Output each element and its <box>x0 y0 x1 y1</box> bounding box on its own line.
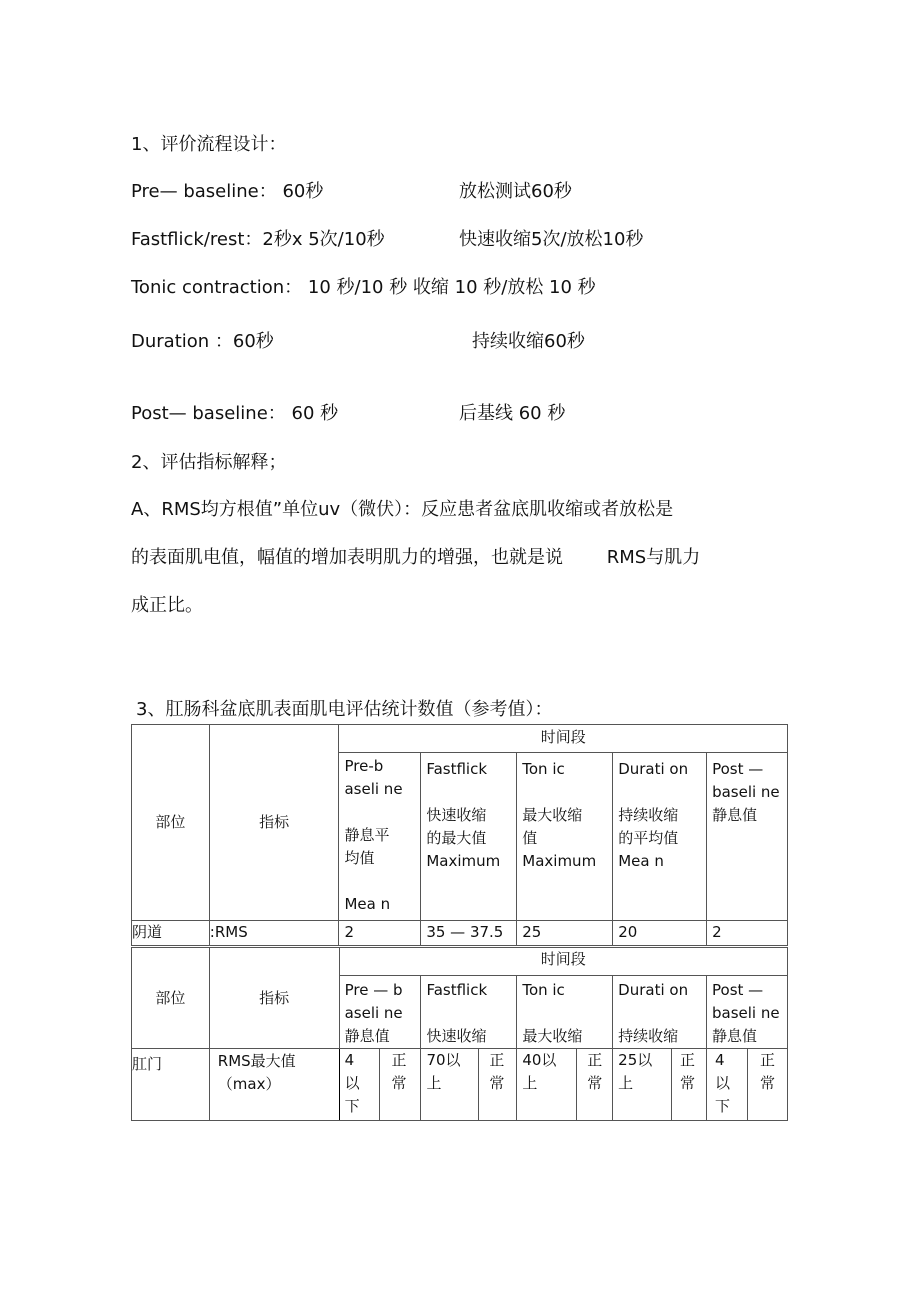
flow-left: Fastflick/rest：2秒x 5次/10秒 <box>131 229 385 250</box>
header-period: 时间段 <box>339 948 787 976</box>
flow-left: Duration ：60秒 <box>131 331 274 352</box>
flow-left: Post— baseline： 60 秒 <box>131 403 339 424</box>
rms-paragraph-line2 <box>131 546 700 570</box>
header-duration: Durati on 持续收缩 的平均值 Mea n <box>613 753 707 921</box>
header-part: 部位 <box>132 725 210 921</box>
header-fastflick: Fastflick 快速收缩 <box>421 976 517 1049</box>
flow-right: 快速收缩5次/放松10秒 <box>459 229 644 250</box>
header-fastflick: Fastflick 快速收缩 的最大值 Maximum <box>421 753 517 921</box>
cell-status: 正 常 <box>672 1049 707 1121</box>
anus-rms-table <box>131 947 788 1121</box>
section1-title: 1、评价流程设计： <box>131 134 287 155</box>
cell-status: 正 常 <box>747 1049 787 1121</box>
header-pre-baseline: Pre — b aseli ne 静息值 <box>339 976 421 1049</box>
flow-left: Pre— baseline： 60秒 <box>131 181 324 202</box>
cell-value: 2 <box>339 921 421 946</box>
cell-status: 正 常 <box>479 1049 517 1121</box>
cell-status: 正 常 <box>379 1049 421 1121</box>
cell-status: 正 常 <box>577 1049 613 1121</box>
header-duration: Durati on 持续收缩 <box>613 976 707 1049</box>
header-part: 部位 <box>132 948 210 1049</box>
header-indicator: 指标 <box>209 948 339 1049</box>
cell-value: 25以 上 <box>613 1049 672 1121</box>
cell-value: 70以 上 <box>421 1049 479 1121</box>
cell-value: 40以 上 <box>517 1049 577 1121</box>
section3-title: 3、肛肠科盆底肌表面肌电评估统计数值（参考值）： <box>136 699 553 720</box>
header-pre-baseline: Pre-b aseli ne 静息平 均值 Mea n <box>339 753 421 921</box>
vagina-rms-table <box>131 724 788 946</box>
cell-value: 2 <box>707 921 788 946</box>
rms-paragraph-line1: A、RMS均方根值”单位uv（微伏）：反应患者盆底肌收缩或者放松是 <box>131 499 674 520</box>
cell-part: 阴道 <box>132 921 210 946</box>
flow-right: 放松测试60秒 <box>459 181 572 202</box>
rms-paragraph-line2-tail: RMS与肌力 <box>606 547 701 568</box>
flow-right: 后基线 60 秒 <box>459 403 566 424</box>
header-post-baseline: Post — baseli ne 静息值 <box>707 753 788 921</box>
cell-value: 25 <box>517 921 613 946</box>
flow-right: 持续收缩60秒 <box>472 331 585 352</box>
rms-paragraph-line2-text: 的表面肌电值，幅值的增加表明肌力的增强，也就是说 <box>131 547 563 568</box>
header-post-baseline: Post — baseli ne 静息值 <box>707 976 788 1049</box>
cell-indicator: RMS最大值 （max） <box>209 1049 339 1121</box>
header-period: 时间段 <box>339 725 788 753</box>
table-row <box>132 921 788 946</box>
flow-left: Tonic contraction： 10 秒/10 秒 收缩 10 秒/放松 10 秒 <box>131 277 596 298</box>
cell-value: 35 — 37.5 <box>421 921 517 946</box>
cell-part: 肛门 <box>132 1049 210 1121</box>
header-tonic: Ton ic 最大收缩 <box>517 976 613 1049</box>
header-tonic: Ton ic 最大收缩 值 Maximum <box>517 753 613 921</box>
header-indicator: 指标 <box>209 725 339 921</box>
table-row <box>132 1049 788 1121</box>
cell-indicator: :RMS <box>209 921 339 946</box>
cell-value: 4 以 下 <box>707 1049 748 1121</box>
rms-paragraph-line3: 成正比。 <box>131 595 203 616</box>
cell-value: 20 <box>613 921 707 946</box>
section2-title: 2、评估指标解释； <box>131 452 287 473</box>
cell-value: 4 以 下 <box>339 1049 379 1121</box>
